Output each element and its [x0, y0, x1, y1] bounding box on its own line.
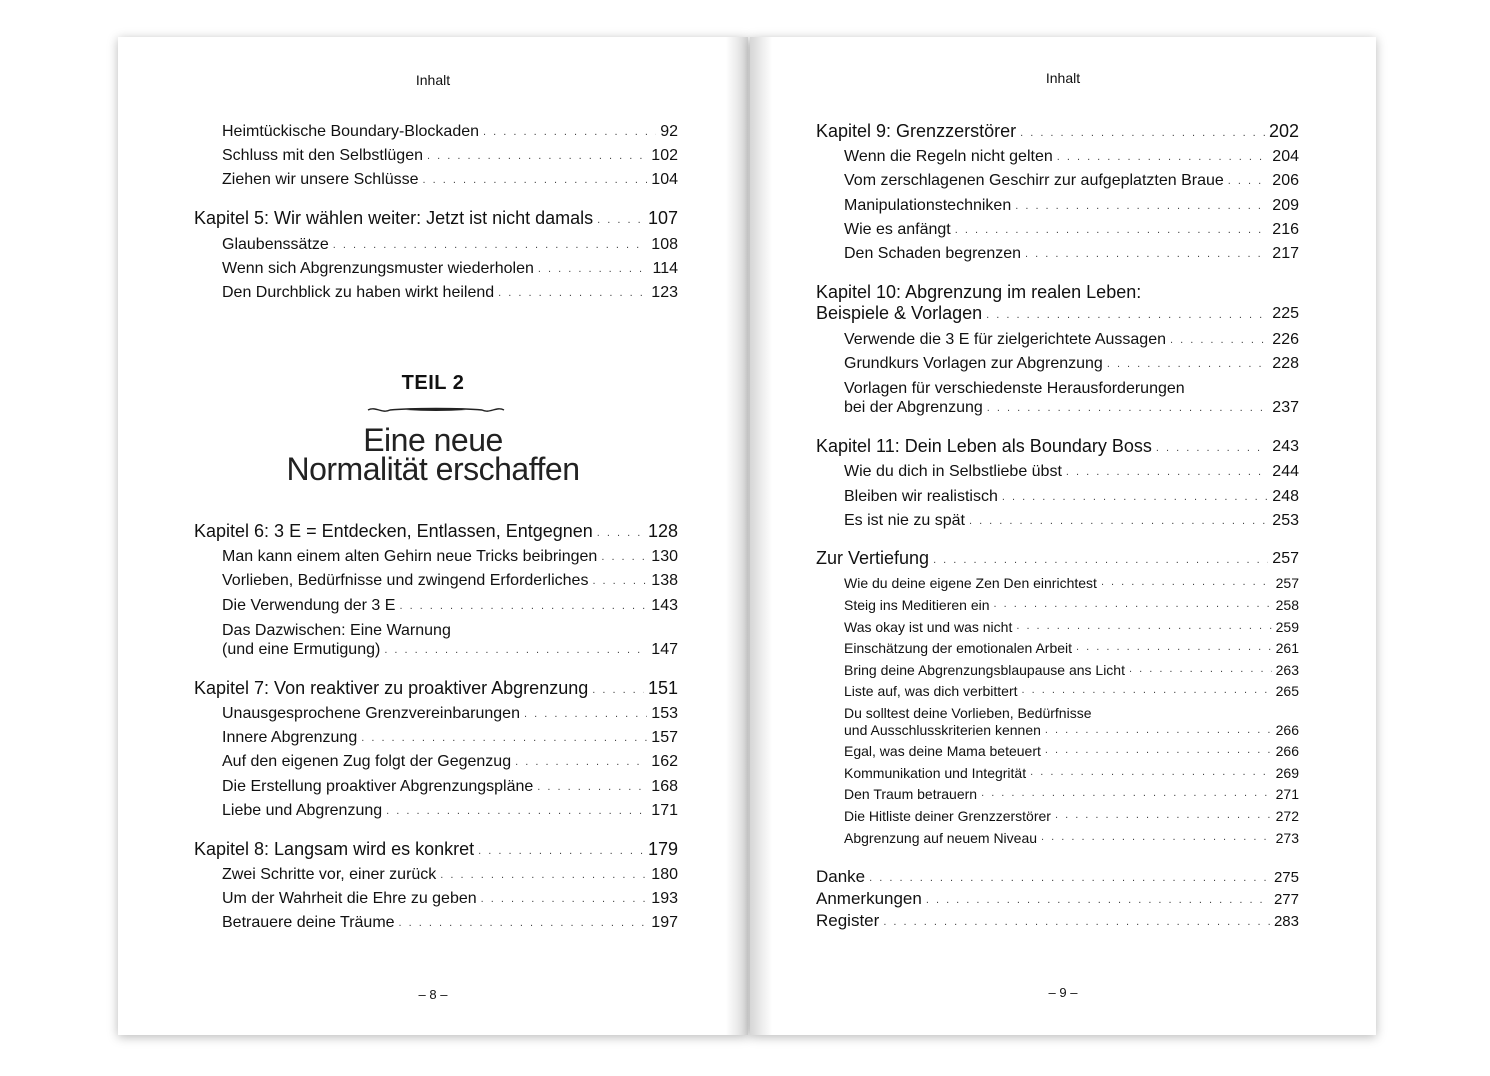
page-number: – 8 – — [418, 987, 448, 1002]
toc-entry: Verwende die 3 E für zielgerichtete Aussagen . . . 226 — [844, 331, 1299, 349]
toc-entry: Grundkurs Vorlagen zur Abgrenzung . . . 228 — [844, 355, 1299, 373]
toc-entry: Vorlieben, Bedürfnisse und zwingend Erforderliches . . . 138 — [222, 572, 678, 590]
toc-entry: Wenn die Regeln nicht gelten . . . 204 — [844, 148, 1299, 166]
toc-entry: Liebe und Abgrenzung . . . 171 — [222, 802, 678, 820]
toc-chapter: Kapitel 10: Abgrenzung im realen Leben: Beispiele & Vorlagen . . . 225 — [816, 282, 1299, 324]
toc-subentry: Liste auf, was dich verbittert . . . 265 — [844, 683, 1299, 699]
toc-entry: Um der Wahrheit die Ehre zu geben . . . 193 — [222, 890, 678, 908]
part-label: TEIL 2 — [401, 372, 465, 394]
toc-entry: Wie es anfängt . . . 216 — [844, 221, 1299, 239]
toc-chapter: Kapitel 8: Langsam wird es konkret . . . 179 — [194, 839, 678, 860]
toc-entry: Schluss mit den Selbstlügen . . . 102 — [222, 147, 678, 165]
toc-chapter: Kapitel 9: Grenzzerstörer . . . 202 — [816, 121, 1299, 142]
part-title — [118, 422, 748, 487]
toc-entry: Die Erstellung proaktiver Abgrenzungspläne . . . 168 — [222, 778, 678, 796]
toc-entry: Bleiben wir realistisch . . . 248 — [844, 488, 1299, 506]
right-page — [750, 37, 1376, 1035]
toc-backmatter: Danke . . . 275 — [816, 867, 1299, 887]
toc-subentry: Abgrenzung auf neuem Niveau . . . 273 — [844, 830, 1299, 846]
toc-entry: Wenn sich Abgrenzungsmuster wiederholen . . . 114 — [222, 260, 678, 278]
toc-backmatter: Register . . . 283 — [816, 911, 1299, 931]
part-title-line1: Eine neue — [363, 422, 503, 458]
toc-entry: Wie du dich in Selbstliebe übst . . . 244 — [844, 463, 1299, 481]
toc-entry: Es ist nie zu spät . . . 253 — [844, 512, 1299, 530]
page-number: – 9 – — [1048, 985, 1078, 1000]
toc-entry: Man kann einem alten Gehirn neue Tricks beibringen . . . 130 — [222, 548, 678, 566]
running-head: Inhalt — [415, 72, 451, 88]
toc-entry: Auf den eigenen Zug folgt der Gegenzug . . . 162 — [222, 753, 678, 771]
toc-subentry: Kommunikation und Integrität . . . 269 — [844, 765, 1299, 781]
toc-chapter: Kapitel 11: Dein Leben als Boundary Boss . . . 243 — [816, 436, 1299, 457]
toc-entry: Ziehen wir unsere Schlüsse . . . 104 — [222, 171, 678, 189]
toc-chapter: Kapitel 7: Von reaktiver zu proaktiver Abgrenzung . . . 151 — [194, 678, 678, 699]
toc-entry: Vom zerschlagenen Geschirr zur aufgeplatzten Braue . . . 206 — [844, 172, 1299, 190]
toc-entry: Glaubenssätze . . . 108 — [222, 236, 678, 254]
toc-chapter: Kapitel 6: 3 E = Entdecken, Entlassen, Entgegnen . . . 128 — [194, 521, 678, 542]
toc-subentry: Du solltest deine Vorlieben, Bedürfnisse und Ausschlusskriterien kennen . . . 266 — [844, 705, 1299, 739]
toc-subentry: Die Hitliste deiner Grenzzerstörer . . . 272 — [844, 808, 1299, 824]
toc-backmatter: Anmerkungen . . . 277 — [816, 889, 1299, 909]
toc-chapter: Kapitel 5: Wir wählen weiter: Jetzt ist nicht damals . . . 107 — [194, 208, 678, 229]
left-page — [118, 37, 748, 1035]
toc-entry: Das Dazwischen: Eine Warnung (und eine Ermutigung) . . . 147 — [222, 621, 678, 659]
toc-subentry: Egal, was deine Mama beteuert . . . 266 — [844, 743, 1299, 759]
toc-entry: Unausgesprochene Grenzvereinbarungen . . . 153 — [222, 705, 678, 723]
toc-entry: Innere Abgrenzung . . . 157 — [222, 729, 678, 747]
toc-subentry: Steig ins Meditieren ein . . . 258 — [844, 597, 1299, 613]
toc-subentry: Bring deine Abgrenzungsblaupause ans Licht . . . 263 — [844, 662, 1299, 678]
toc-chapter: Zur Vertiefung . . . 257 — [816, 548, 1299, 569]
running-head: Inhalt — [1045, 70, 1081, 86]
toc-subentry: Was okay ist und was nicht . . . 259 — [844, 619, 1299, 635]
toc-entry: Vorlagen für verschiedenste Herausforderungen bei der Abgrenzung . . . 237 — [844, 379, 1299, 417]
toc-entry: Den Schaden begrenzen . . . 217 — [844, 245, 1299, 263]
toc-entry: Die Verwendung der 3 E . . . 143 — [222, 597, 678, 615]
toc-subentry: Den Traum betrauern . . . 271 — [844, 786, 1299, 802]
toc-subentry: Wie du deine eigene Zen Den einrichtest . . . 257 — [844, 575, 1299, 591]
toc-subentry: Einschätzung der emotionalen Arbeit . . . 261 — [844, 640, 1299, 656]
part-title-line2: Normalität erschaffen — [286, 451, 580, 487]
ornament-divider-icon — [366, 403, 506, 417]
toc-entry: Den Durchblick zu haben wirkt heilend . . . 123 — [222, 284, 678, 302]
toc-entry: Zwei Schritte vor, einer zurück . . . 180 — [222, 866, 678, 884]
toc-entry: Betrauere deine Träume . . . 197 — [222, 914, 678, 932]
toc-entry: Manipulationstechniken . . . 209 — [844, 197, 1299, 215]
toc-entry: Heimtückische Boundary-Blockaden . . . 92 — [222, 123, 678, 141]
